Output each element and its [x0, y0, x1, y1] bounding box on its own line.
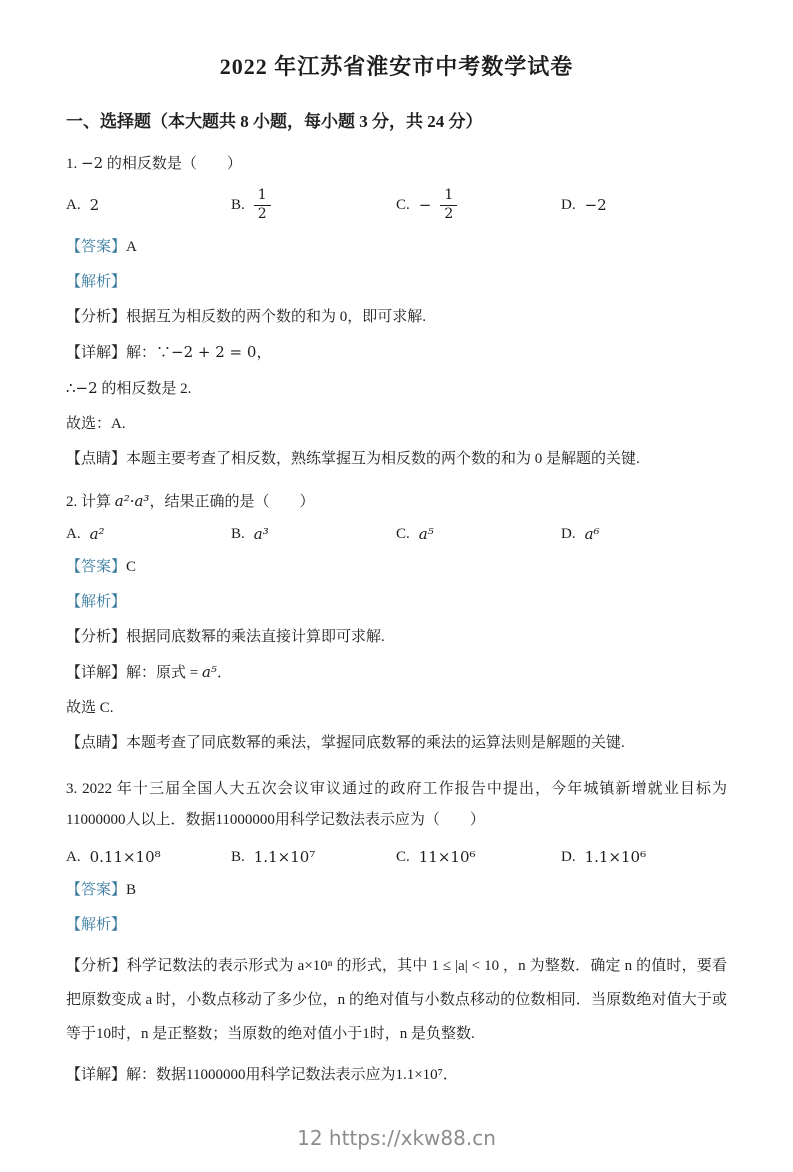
- fraction: [254, 187, 271, 223]
- exam-document: [0, 50, 793, 1086]
- detail-text: 解：数据11000000用科学记数法表示应为1.1×10⁷．: [126, 1067, 458, 1083]
- option-label: B.: [231, 525, 245, 542]
- conclusion-text: 故选 C.: [66, 700, 114, 716]
- detail-text: 解：原式 =: [126, 665, 202, 681]
- option-b: [231, 525, 396, 543]
- option-c: [396, 848, 561, 866]
- option-b: [231, 848, 396, 866]
- option-value: a²: [89, 525, 105, 543]
- stem-text: ，结果正确的是（ ）: [149, 494, 315, 510]
- question-2-stem: [66, 490, 727, 513]
- detail-line: [66, 1064, 727, 1086]
- detail-text: ．: [216, 665, 232, 681]
- tip-tag: 【点睛】: [66, 451, 127, 467]
- option-label: A.: [66, 525, 81, 542]
- analysis-tag: 【分析】: [66, 629, 127, 645]
- answer-value: B: [126, 882, 137, 898]
- stem-text: 计算: [81, 494, 112, 510]
- analysis-line: [66, 949, 727, 1051]
- option-a: [66, 848, 231, 866]
- fraction: [440, 187, 457, 223]
- option-d: [561, 525, 727, 543]
- question-number: 3.: [66, 781, 78, 797]
- option-c: [396, 525, 561, 543]
- answer-line: [66, 236, 727, 258]
- question-number: 2.: [66, 494, 78, 510]
- answer-line: [66, 879, 727, 901]
- detail-text: ∴: [66, 381, 76, 397]
- stem-text: 的相反数是（ ）: [106, 156, 242, 172]
- analysis-text: 根据同底数幂的乘法直接计算即可求解.: [126, 629, 385, 645]
- answer-line: [66, 556, 727, 578]
- analysis-header: [66, 271, 727, 293]
- option-value: −2: [584, 196, 607, 214]
- option-label: A.: [66, 196, 81, 213]
- question-1-stem: [66, 152, 727, 175]
- option-value: 1.1×10⁷: [253, 848, 316, 866]
- detail-text: ，: [256, 345, 272, 361]
- detail-text: 的相反数是 2.: [97, 381, 192, 397]
- minus-sign: −: [418, 196, 432, 214]
- fraction-numerator: 1: [254, 187, 271, 206]
- analysis-line: [66, 306, 727, 328]
- option-c: [396, 187, 561, 223]
- option-b: [231, 187, 396, 223]
- option-label: C.: [396, 196, 410, 213]
- conclusion-line: [66, 697, 727, 719]
- option-d: [561, 196, 727, 214]
- detail-tag: 【详解】: [66, 1067, 127, 1083]
- fraction-denominator: 2: [257, 205, 267, 222]
- option-value: a⁵: [418, 525, 434, 543]
- answer-tag: 【答案】: [66, 239, 127, 255]
- tip-line: [66, 732, 727, 754]
- option-value: a³: [253, 525, 269, 543]
- tip-text: 本题主要考查了相反数，熟练掌握互为相反数的两个数的和为 0 是解题的关键.: [126, 451, 640, 467]
- detail-tag: 【详解】: [66, 665, 127, 681]
- option-value: 0.11×10⁸: [89, 848, 161, 866]
- option-a: [66, 525, 231, 543]
- tip-text: 本题考查了同底数幂的乘法，掌握同底数幂的乘法的运算法则是解题的关键.: [126, 735, 625, 751]
- analysis-header: [66, 914, 727, 936]
- option-label: C.: [396, 525, 410, 542]
- detail-line: [66, 341, 727, 364]
- analysis-line: [66, 626, 727, 648]
- option-label: B.: [231, 196, 245, 213]
- detail-tag: 【详解】: [66, 345, 127, 361]
- analysis-text: 根据互为相反数的两个数的和为 0，即可求解.: [126, 309, 427, 325]
- question-3-stem: [66, 774, 727, 836]
- analysis-tag: 【分析】: [66, 309, 127, 325]
- question-number: 1.: [66, 156, 78, 172]
- option-value: 11×10⁶: [418, 848, 476, 866]
- tip-tag: 【点睛】: [66, 735, 127, 751]
- option-a: [66, 196, 231, 214]
- detail-line-2: [66, 377, 727, 400]
- conclusion-line: [66, 413, 727, 435]
- answer-value: C: [126, 559, 137, 575]
- question-1-options: [66, 187, 727, 223]
- question-2-options: [66, 525, 727, 543]
- option-label: A.: [66, 848, 81, 865]
- option-label: D.: [561, 525, 576, 542]
- answer-value: A: [126, 239, 137, 255]
- tip-line: [66, 448, 727, 470]
- analysis-header: [66, 591, 727, 613]
- option-label: D.: [561, 196, 576, 213]
- option-label: B.: [231, 848, 245, 865]
- analysis-tag: 【分析】: [66, 958, 127, 974]
- analysis-header-tag: 【解析】: [66, 274, 127, 290]
- footer-watermark: 12 https://xkw88.cn: [297, 1126, 496, 1150]
- section-heading: 一、选择题（本大题共 8 小题，每小题 3 分，共 24 分）: [66, 112, 483, 131]
- answer-tag: 【答案】: [66, 559, 127, 575]
- math-expression: −2: [81, 154, 104, 172]
- option-value: 2: [89, 196, 100, 214]
- analysis-header-tag: 【解析】: [66, 917, 127, 933]
- option-d: [561, 848, 727, 866]
- math-expression: a⁵: [201, 663, 217, 681]
- stem-text: 2022 年十三届全国人大五次会议审议通过的政府工作报告中提出，今年城镇新增就业目标为11000000人以上．数据11000000用科学记数法表示应为（ ）: [66, 781, 727, 828]
- conclusion-text: 故选：A.: [66, 416, 126, 432]
- analysis-header-tag: 【解析】: [66, 594, 127, 610]
- option-label: C.: [396, 848, 410, 865]
- detail-line: [66, 661, 727, 684]
- fraction-numerator: 1: [440, 187, 457, 206]
- math-expression: −2: [75, 379, 98, 397]
- question-3-options: [66, 848, 727, 866]
- analysis-text: 科学记数法的表示形式为 a×10ⁿ 的形式，其中 1 ≤ |a| < 10 ，n 为整数．确定 n 的值时，要看把原数变成 a 时，小数点移动了多少位，n 的绝对值与小数点移动的位数相同．当原数绝对值大于或等于10时，n 是正整数；当原数的绝对值小于1时，n 是负整数.: [66, 958, 727, 1042]
- fraction-denominator: 2: [444, 205, 454, 222]
- page-title: 2022 年江苏省淮安市中考数学试卷: [219, 54, 574, 79]
- option-label: D.: [561, 848, 576, 865]
- math-expression: −2 + 2 = 0: [171, 343, 257, 361]
- answer-tag: 【答案】: [66, 882, 127, 898]
- math-expression: a²·a³: [114, 492, 150, 510]
- option-value: a⁶: [584, 525, 600, 543]
- detail-text: 解：∵: [126, 345, 172, 361]
- option-value: 1.1×10⁶: [584, 848, 647, 866]
